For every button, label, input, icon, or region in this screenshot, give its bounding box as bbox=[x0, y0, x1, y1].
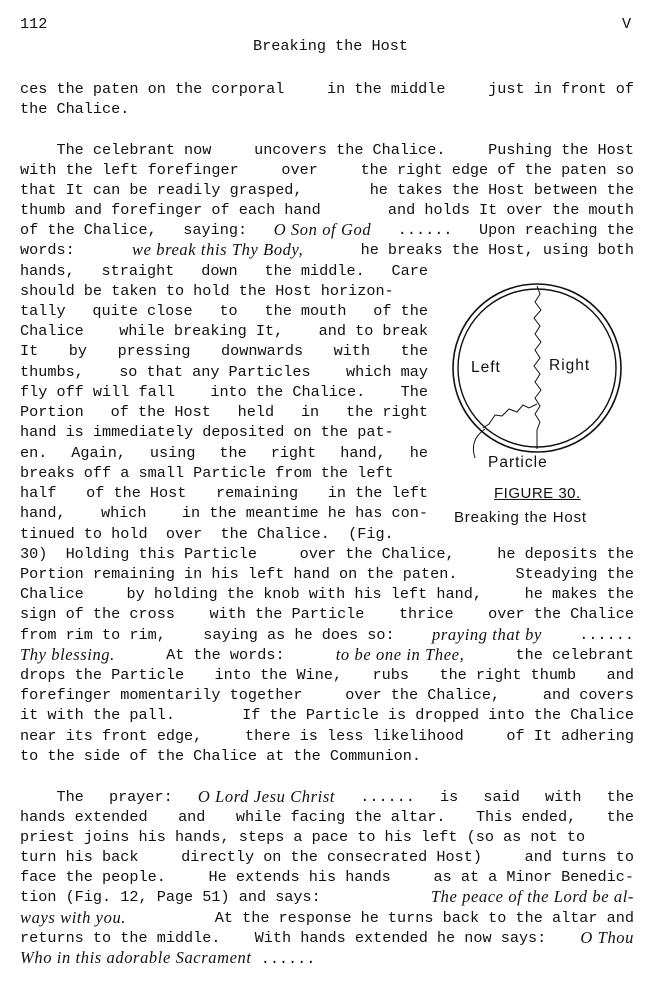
text-line bbox=[20, 584, 634, 604]
break-line bbox=[534, 286, 541, 449]
text-line bbox=[20, 281, 428, 301]
text-segment: is bbox=[440, 788, 459, 806]
text-segment: drops the Particle bbox=[20, 666, 185, 684]
text-segment: using bbox=[149, 444, 196, 462]
text-line bbox=[20, 726, 634, 746]
italic-phrase: praying that by bbox=[432, 625, 542, 644]
text-segment: and holds It over the mouth bbox=[387, 201, 634, 219]
text-segment: and turns to bbox=[524, 848, 634, 866]
text-segment: which bbox=[100, 504, 147, 522]
text-segment: of the Chalice, bbox=[20, 221, 157, 239]
text-segment: with bbox=[545, 788, 582, 806]
text-segment: uncovers the Chalice. bbox=[254, 141, 446, 159]
text-segment: This ended, bbox=[475, 808, 577, 826]
text-segment: down bbox=[201, 262, 238, 280]
text-segment: with the left forefinger bbox=[20, 161, 239, 179]
text-line bbox=[20, 261, 428, 281]
text-line bbox=[20, 685, 634, 705]
text-segment: over the Chalice bbox=[488, 605, 634, 623]
figure-caption: FIGURE 30. bbox=[494, 485, 581, 502]
text-line bbox=[20, 847, 634, 867]
text-segment: the right thumb bbox=[439, 666, 577, 684]
text-line bbox=[20, 746, 421, 766]
text-segment: ...... bbox=[360, 788, 415, 806]
text-segment: the bbox=[219, 444, 247, 462]
text-segment: hand, bbox=[20, 504, 66, 522]
text-line bbox=[20, 402, 428, 422]
text-line bbox=[20, 362, 428, 382]
text-segment: downwards bbox=[221, 342, 304, 360]
text-segment: in the left bbox=[327, 484, 428, 502]
text-line bbox=[20, 503, 428, 523]
figure-30 bbox=[445, 278, 645, 534]
text-segment: priest joins his hands, steps a pace to his left (so as not to bbox=[20, 828, 586, 846]
right-label: Right bbox=[549, 357, 591, 374]
text-segment: returns to the middle. bbox=[20, 929, 221, 947]
text-segment: into the Wine, bbox=[214, 666, 343, 684]
text-segment: remaining bbox=[216, 484, 299, 502]
text-segment: of It adhering bbox=[506, 727, 634, 745]
text-segment: tally bbox=[20, 302, 66, 320]
figure-subcaption: Breaking the Host bbox=[454, 509, 587, 526]
text-segment: he breaks the Host, using both bbox=[360, 241, 634, 259]
text-segment: and covers bbox=[542, 686, 634, 704]
text-line bbox=[20, 787, 634, 807]
text-segment: just in front of bbox=[488, 80, 634, 98]
text-segment: hands extended bbox=[20, 808, 148, 826]
text-segment: fly off will fall bbox=[20, 383, 175, 401]
text-segment: over the Chalice, bbox=[345, 686, 501, 704]
text-segment: by bbox=[68, 342, 88, 360]
text-segment: he bbox=[409, 444, 428, 462]
text-line bbox=[20, 908, 634, 928]
text-segment: the mouth bbox=[264, 302, 347, 320]
text-segment: directly on the consecrated Host) bbox=[181, 848, 482, 866]
text-segment: thumbs, bbox=[20, 363, 84, 381]
text-line bbox=[20, 443, 428, 463]
text-segment: face the people. bbox=[20, 868, 166, 886]
text-line bbox=[20, 827, 634, 847]
text-line bbox=[20, 240, 634, 260]
text-segment: rubs bbox=[372, 666, 410, 684]
text-segment: hand, bbox=[340, 444, 386, 462]
text-line bbox=[20, 867, 634, 887]
text-segment: tion (Fig. 12, Page 51) and says: bbox=[20, 888, 321, 906]
text-segment: words: bbox=[20, 241, 75, 259]
text-segment: the middle. bbox=[264, 262, 365, 280]
text-segment: en. bbox=[20, 444, 48, 462]
text-line bbox=[20, 301, 428, 321]
text-segment: by holding the knob with his left hand, bbox=[126, 585, 482, 603]
italic-phrase: we break this Thy Body, bbox=[131, 240, 304, 259]
text-segment: held bbox=[237, 403, 275, 421]
text-segment: straight bbox=[101, 262, 175, 280]
particle-break-line bbox=[483, 404, 537, 428]
text-segment: it with the pall. bbox=[20, 706, 175, 724]
text-segment: Chalice bbox=[20, 585, 84, 603]
text-segment: ...... bbox=[579, 626, 634, 644]
left-label: Left bbox=[471, 359, 501, 376]
text-segment: so that any Particles bbox=[119, 363, 311, 381]
text-line bbox=[20, 483, 428, 503]
text-segment: of the Host bbox=[110, 403, 211, 421]
text-segment: half bbox=[20, 484, 57, 502]
text-segment: he makes the bbox=[524, 585, 634, 603]
text-segment: of the Host bbox=[86, 484, 187, 502]
text-segment: he deposits the bbox=[497, 545, 634, 563]
text-line bbox=[20, 422, 428, 442]
text-segment: which may bbox=[345, 363, 428, 381]
text-line bbox=[20, 220, 634, 240]
text-line bbox=[20, 625, 634, 645]
text-line bbox=[20, 645, 634, 665]
text-segment: right bbox=[270, 444, 317, 462]
text-segment: breaks off a small Particle from the left bbox=[20, 464, 394, 482]
text-line bbox=[20, 665, 634, 685]
italic-phrase: O Son of God bbox=[273, 220, 372, 239]
text-segment: sign of the cross bbox=[20, 605, 175, 623]
text-segment: to bbox=[219, 302, 238, 320]
text-segment: He extends his hands bbox=[208, 868, 391, 886]
text-segment: of the bbox=[373, 302, 428, 320]
text-line bbox=[20, 948, 315, 969]
text-segment: turn his back bbox=[20, 848, 139, 866]
text-segment: should be taken to hold the Host horizon- bbox=[20, 282, 394, 300]
text-line bbox=[20, 463, 428, 483]
text-segment: It bbox=[20, 342, 39, 360]
italic-phrase: to be one in Thee, bbox=[335, 645, 465, 664]
text-segment: ...... bbox=[397, 221, 453, 239]
text-segment: the bbox=[606, 788, 634, 806]
text-segment: and bbox=[178, 808, 206, 826]
text-line bbox=[20, 524, 394, 544]
text-segment: to the side of the Chalice at the Communion. bbox=[20, 747, 422, 765]
text-segment: with bbox=[333, 342, 371, 360]
running-head: Breaking the Host bbox=[253, 37, 408, 55]
text-segment: the bbox=[400, 342, 428, 360]
text-line bbox=[20, 341, 428, 361]
text-segment: The celebrant now bbox=[20, 141, 212, 159]
text-line bbox=[20, 200, 634, 220]
text-segment: over bbox=[281, 161, 318, 179]
text-segment: with the Particle bbox=[209, 605, 365, 623]
italic-phrase: ways with you. bbox=[20, 908, 127, 927]
text-segment: If the Particle is dropped into the Chalice bbox=[242, 706, 634, 724]
text-segment: At the words: bbox=[166, 646, 285, 664]
text-segment: near its front edge, bbox=[20, 727, 203, 745]
text-segment: quite close bbox=[92, 302, 193, 320]
text-segment: hands, bbox=[20, 262, 75, 280]
text-segment: Pushing the Host bbox=[488, 141, 634, 159]
text-line bbox=[20, 382, 428, 402]
text-segment: the right edge of the paten so bbox=[360, 161, 634, 179]
text-segment: hand is immediately deposited on the pat- bbox=[20, 423, 394, 441]
text-line bbox=[20, 705, 634, 725]
text-segment: forefinger momentarily together bbox=[20, 686, 303, 704]
text-segment: With hands extended he now says: bbox=[254, 929, 547, 947]
text-segment: 30) Holding this Particle bbox=[20, 545, 257, 563]
italic-phrase: Who in this adorable Sacrament bbox=[20, 948, 252, 967]
text-line bbox=[20, 544, 634, 564]
text-segment: saying as he does so: bbox=[203, 626, 395, 644]
text-line bbox=[20, 604, 634, 624]
text-line bbox=[20, 807, 634, 827]
text-segment: The bbox=[400, 383, 428, 401]
text-segment: the Chalice. bbox=[20, 100, 130, 118]
text-segment: he takes the Host between the bbox=[369, 181, 634, 199]
text-segment: pressing bbox=[117, 342, 191, 360]
text-segment: there is less likelihood bbox=[244, 727, 464, 745]
text-segment: the celebrant bbox=[515, 646, 634, 664]
text-line bbox=[20, 887, 634, 907]
text-segment: while facing the altar. bbox=[235, 808, 446, 826]
text-segment: said bbox=[483, 788, 520, 806]
text-segment: and bbox=[606, 666, 634, 684]
text-segment: Upon reaching the bbox=[479, 221, 634, 239]
text-segment: as at a Minor Benedic- bbox=[433, 868, 634, 886]
text-line bbox=[20, 140, 634, 160]
text-segment: and to break bbox=[318, 322, 428, 340]
text-segment: Again, bbox=[71, 444, 126, 462]
text-segment: Steadying the bbox=[515, 565, 634, 583]
text-segment: Care bbox=[391, 262, 428, 280]
text-segment: in bbox=[300, 403, 320, 421]
text-segment: over the Chalice, bbox=[299, 545, 455, 563]
text-segment: saying: bbox=[183, 221, 248, 239]
text-segment: in the meantime he has con- bbox=[181, 504, 428, 522]
text-line bbox=[20, 79, 634, 99]
text-line bbox=[20, 180, 634, 200]
text-segment: Portion remaining in his left hand on the paten. bbox=[20, 565, 458, 583]
text-segment: At the response he turns back to the altar and bbox=[214, 909, 634, 927]
italic-phrase: O Thou bbox=[580, 928, 634, 947]
text-segment: prayer: bbox=[108, 788, 173, 806]
text-line bbox=[20, 928, 634, 948]
text-segment: into the Chalice. bbox=[210, 383, 366, 401]
text-segment: Chalice bbox=[20, 322, 84, 340]
text-segment: from rim to rim, bbox=[20, 626, 166, 644]
text-segment: thumb and forefinger of each hand bbox=[20, 201, 321, 219]
page-number: 112 bbox=[20, 15, 48, 33]
text-segment: the right bbox=[345, 403, 428, 421]
text-segment: ...... bbox=[260, 950, 316, 968]
text-segment: The bbox=[20, 788, 84, 806]
text-segment: that It can be readily grasped, bbox=[20, 181, 303, 199]
italic-phrase: The peace of the Lord be al- bbox=[430, 887, 634, 906]
italic-phrase: O Lord Jesu Christ bbox=[197, 787, 336, 806]
text-segment: thrice bbox=[398, 605, 454, 623]
text-segment: tinued to hold over the Chalice. (Fig. bbox=[20, 525, 394, 543]
text-segment: while breaking It, bbox=[119, 322, 284, 340]
particle-label: Particle bbox=[488, 454, 548, 471]
text-segment: ces the paten on the corporal bbox=[20, 80, 285, 98]
text-line bbox=[20, 160, 634, 180]
text-segment: in the middle bbox=[327, 80, 446, 98]
text-line bbox=[20, 321, 428, 341]
text-line bbox=[20, 99, 129, 119]
section-marker: V bbox=[622, 15, 632, 33]
text-segment: the bbox=[606, 808, 634, 826]
italic-phrase: Thy blessing. bbox=[20, 645, 115, 664]
text-segment: Portion bbox=[20, 403, 84, 421]
text-line bbox=[20, 564, 634, 584]
